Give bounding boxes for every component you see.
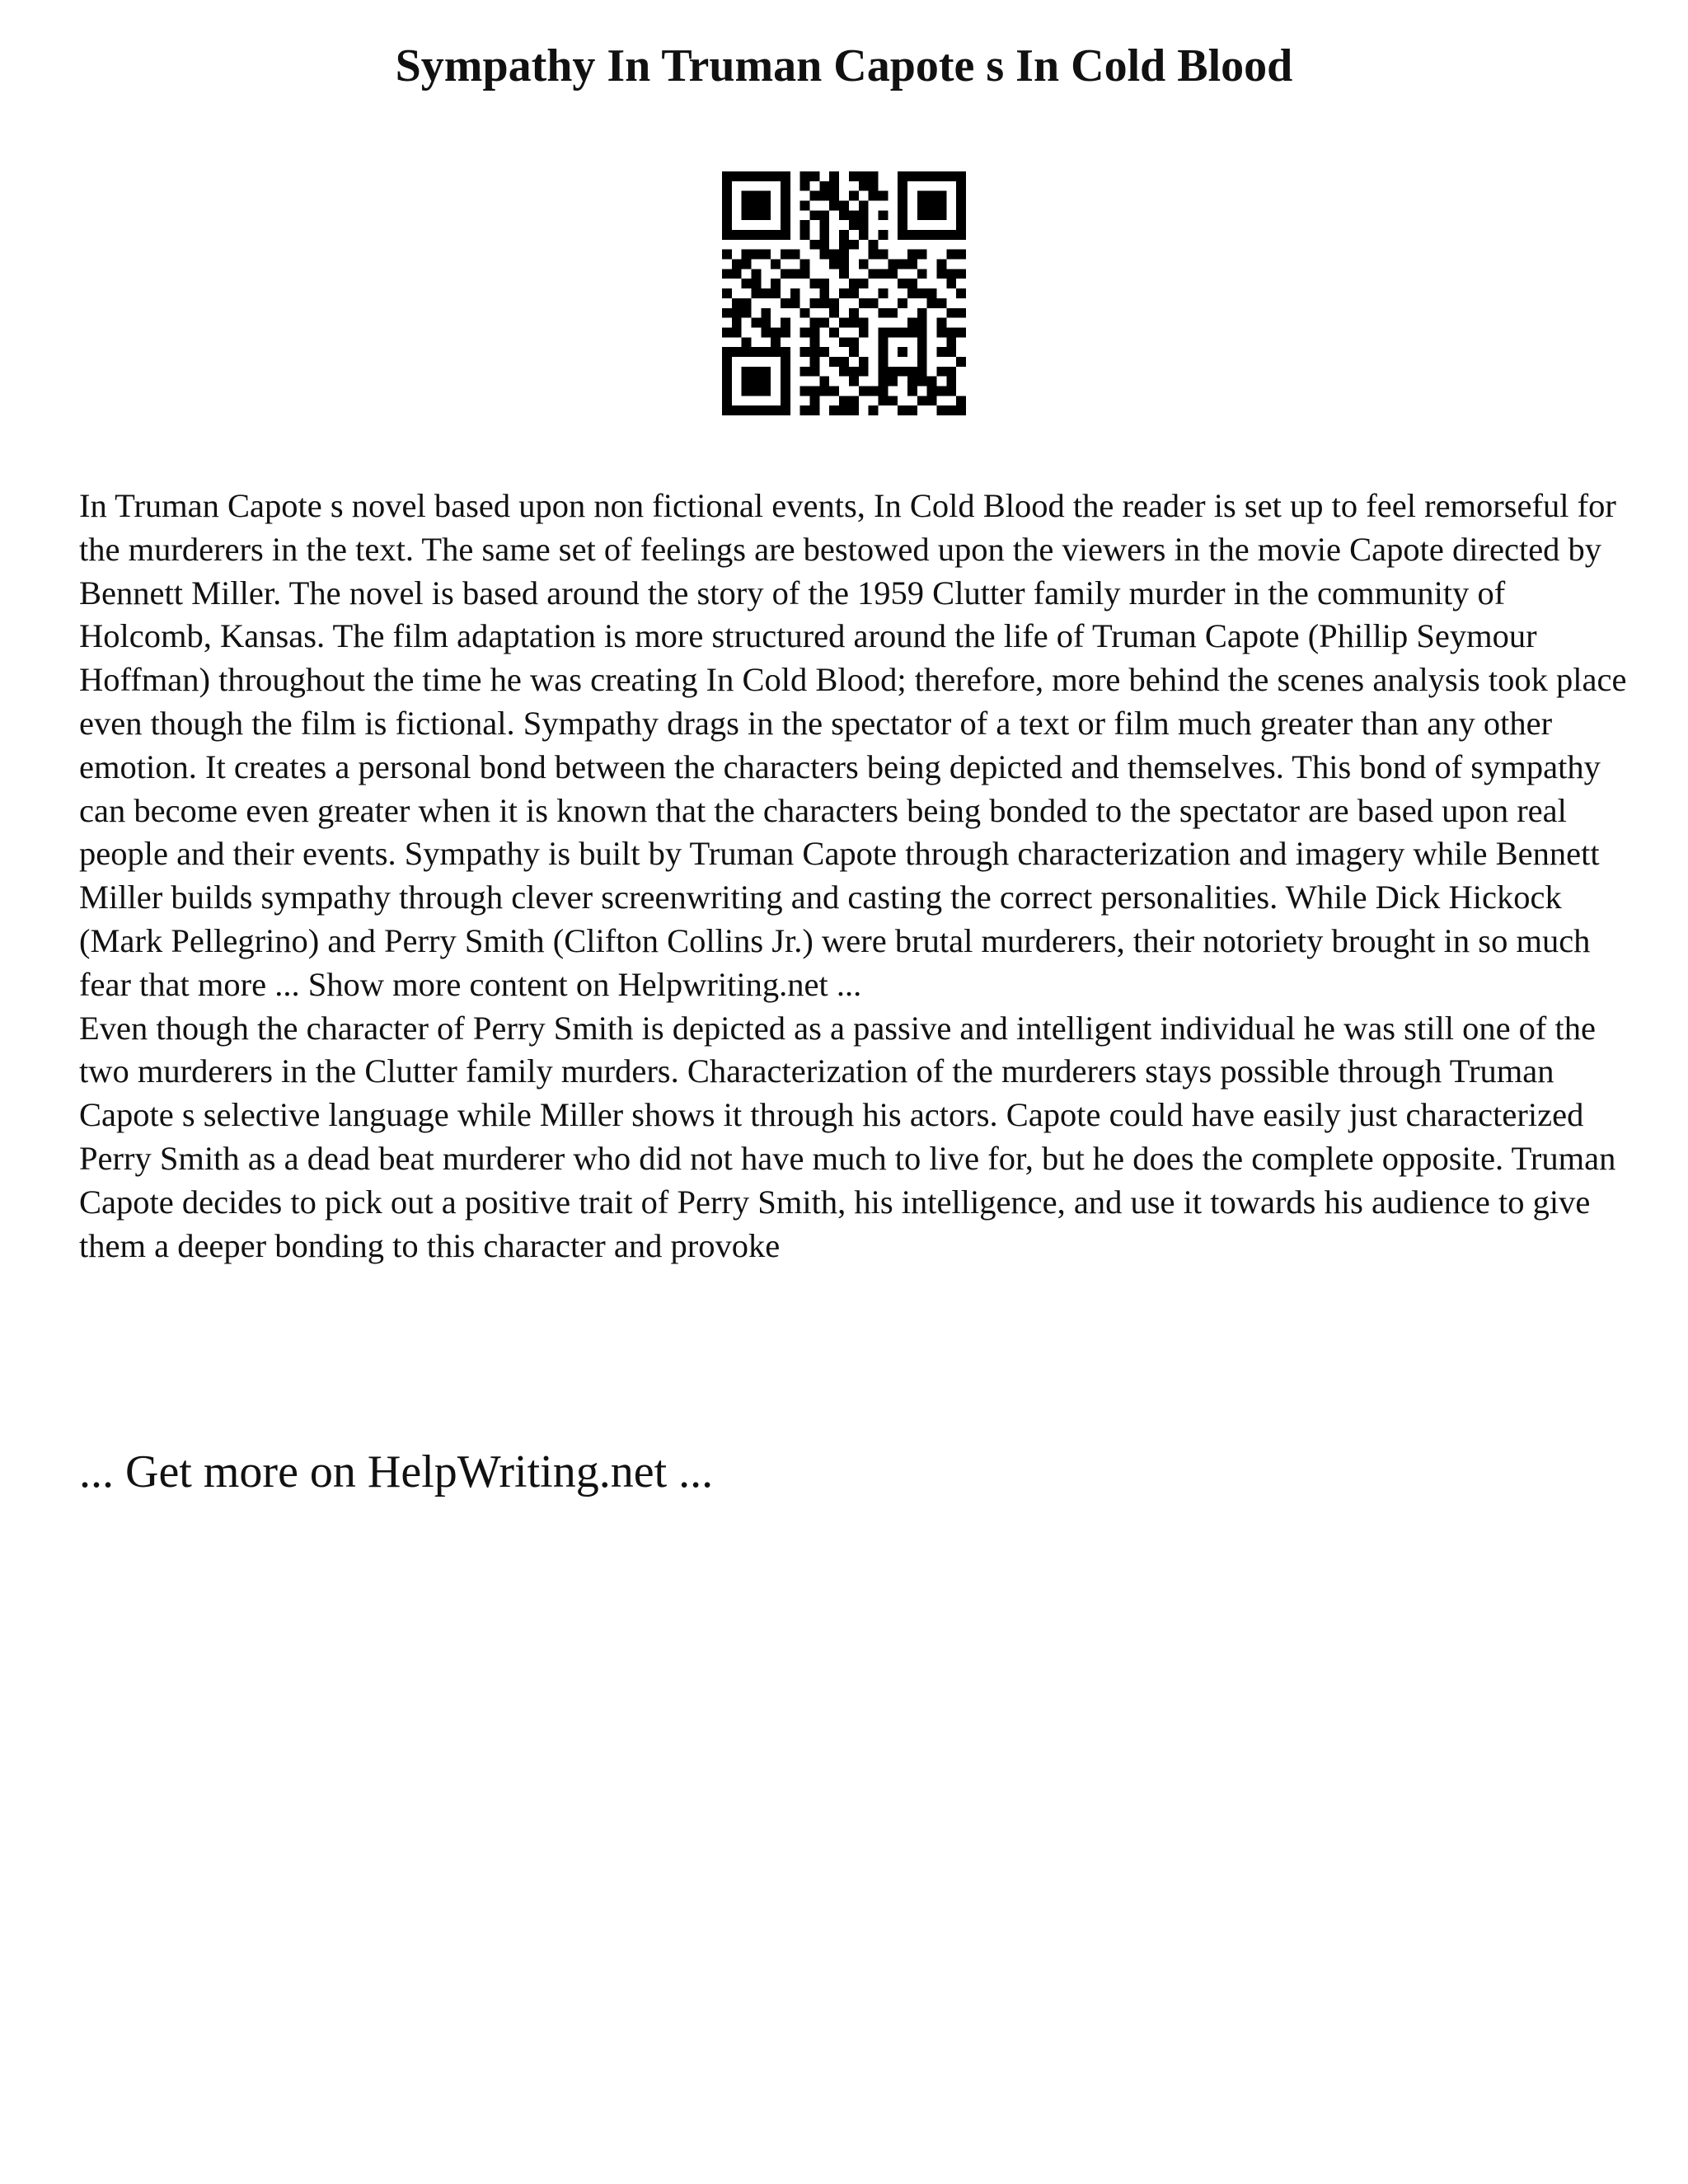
document-body [79, 485, 1629, 1268]
qr-code-icon [722, 170, 966, 417]
document-title: Sympathy In Truman Capote s In Cold Blood [395, 40, 1293, 91]
body-paragraph-2: Even though the character of Perry Smith is depicted as a passive and intelligent individual he was still one of the two murderers in the Clutter family murders. Characterization of the murderers stays possible through Truman Capote s selective language while Miller shows it through his actors. Capote could have easily just characterized Perry Smith as a dead beat murderer who did not have much to live for, but he does the complete opposite. Truman Capote decides to pick out a positive trait of Perry Smith, his intelligence, and use it towards his audience to give them a deeper bonding to this character and provoke [79, 1009, 1616, 1264]
body-paragraph-1: In Truman Capote s novel based upon non fictional events, In Cold Blood the reader is set up to feel remorseful for the murderers in the text. The same set of feelings are bestowed upon the viewers in the movie Capote directed by Bennett Miller. The novel is based around the story of the 1959 Clutter family murder in the community of Holcomb, Kansas. The film adaptation is more structured around the life of Truman Capote (Phillip Seymour Hoffman) throughout the time he was creating In Cold Blood; therefore, more behind the scenes analysis took place even though the film is fictional. Sympathy drags in the spectator of a text or film much greater than any other emotion. It creates a personal bond between the characters being depicted and themselves. This bond of sympathy can become even greater when it is known that the characters being bonded to the spectator are based upon real people and their events. Sympathy is built by Truman Capote through characterization and imagery while Bennett Miller builds sympathy through clever screenwriting and casting the correct personalities. While Dick Hickock (Mark Pellegrino) and Perry Smith (Clifton Collins Jr.) were brutal murderers, their notoriety brought in so much fear that more ... Show more content on Helpwriting.net ... [79, 487, 1627, 1003]
get-more-link[interactable]: ... Get more on HelpWriting.net ... [79, 1446, 714, 1497]
